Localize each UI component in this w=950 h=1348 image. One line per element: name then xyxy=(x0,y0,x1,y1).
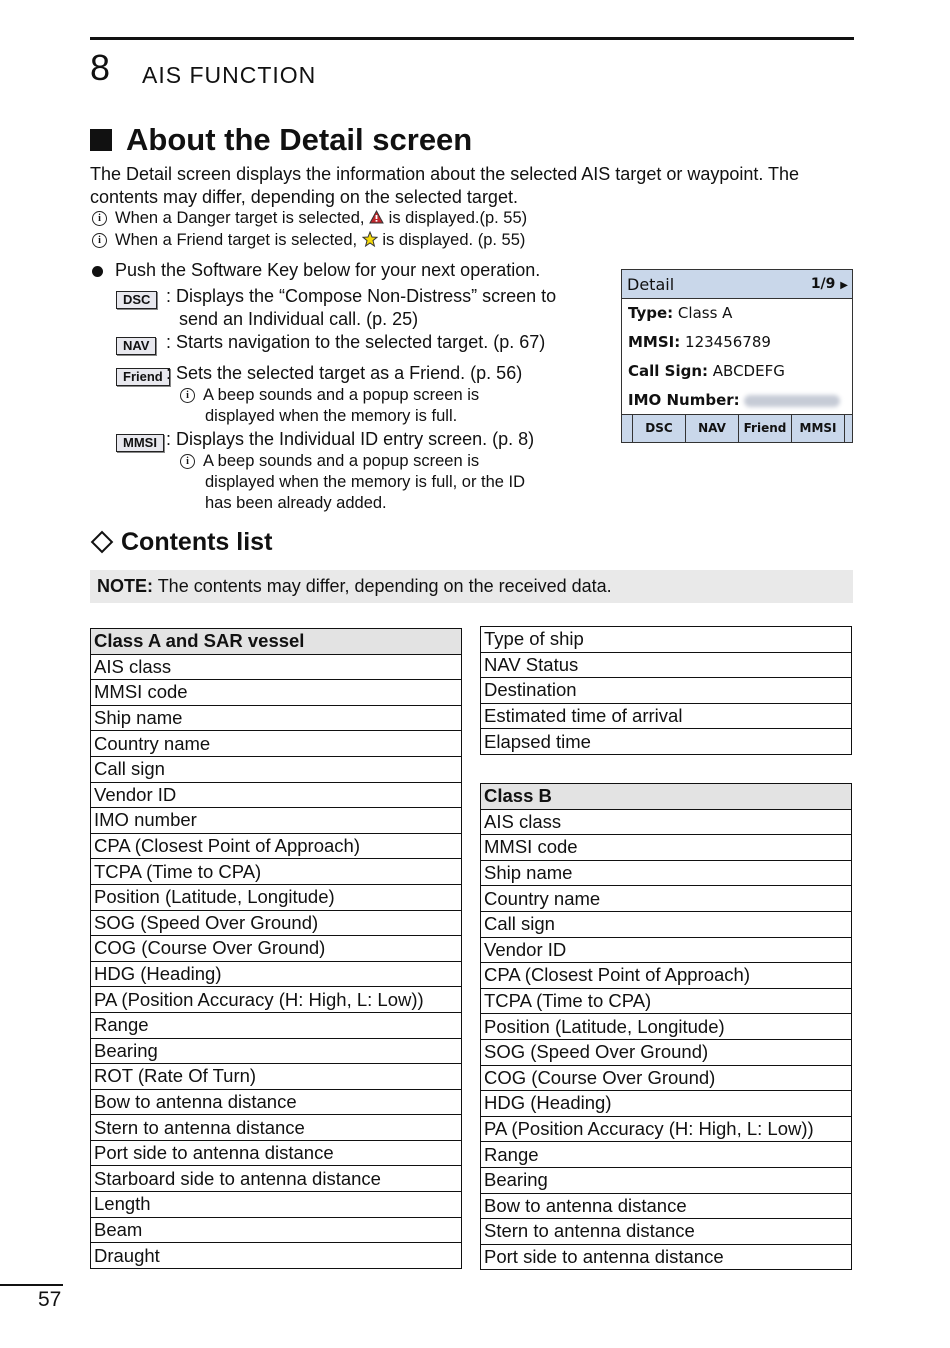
table-row xyxy=(91,1115,462,1141)
table-cell: Stern to antenna distance xyxy=(91,1115,462,1141)
table-cell: Ship name xyxy=(91,705,462,731)
table-cell: Draught xyxy=(91,1243,462,1269)
table-cell: AIS class xyxy=(91,654,462,680)
friend-note-2: displayed when the memory is full. xyxy=(205,407,458,425)
friend-star-icon xyxy=(362,231,378,247)
table-row xyxy=(481,1193,852,1219)
softkey-nav[interactable]: NAV xyxy=(685,415,738,442)
note-label: NOTE: xyxy=(97,576,153,596)
square-bullet-icon xyxy=(90,129,112,151)
dsc-key-label: DSC xyxy=(116,291,157,309)
detail-imo-label: IMO Number: xyxy=(628,391,740,409)
table-cell: COG (Course Over Ground) xyxy=(91,936,462,962)
table-cell: TCPA (Time to CPA) xyxy=(481,988,852,1014)
table-cell: Starboard side to antenna distance xyxy=(91,1166,462,1192)
table-row xyxy=(481,860,852,886)
table-row xyxy=(91,654,462,680)
detail-screen-page xyxy=(811,276,848,292)
mmsi-key-label: MMSI xyxy=(116,434,164,452)
contents-heading-text: Contents list xyxy=(121,528,273,556)
table-row xyxy=(481,1142,852,1168)
table-row xyxy=(481,1091,852,1117)
table-row xyxy=(91,961,462,987)
detail-screen-page-number: 1/9 xyxy=(810,276,836,292)
contents-heading xyxy=(90,527,272,557)
top-rule xyxy=(90,37,854,40)
table-row xyxy=(481,809,852,835)
intro-line-1: The Detail screen displays the information about the selected AIS target or waypoint. The xyxy=(90,164,800,184)
table-cell: CPA (Closest Point of Approach) xyxy=(481,963,852,989)
page-number-rule xyxy=(0,1284,63,1286)
table-cell: Stern to antenna distance xyxy=(481,1219,852,1245)
table-cell: NAV Status xyxy=(481,652,852,678)
table-row xyxy=(91,987,462,1013)
mmsi-note-1-text: A beep sounds and a popup screen is xyxy=(203,452,480,470)
friend-key-label: Friend xyxy=(116,368,170,386)
detail-mmsi-label: MMSI: xyxy=(628,333,681,351)
table-row xyxy=(481,678,852,704)
table-cell: TCPA (Time to CPA) xyxy=(91,859,462,885)
detail-softkeys xyxy=(622,414,852,442)
detail-type-row xyxy=(622,299,852,328)
software-key-instruction xyxy=(92,259,540,281)
table-header-cell: Class B xyxy=(481,784,852,810)
friend-note xyxy=(92,230,525,251)
table-cell: Country name xyxy=(481,886,852,912)
table-cell: Length xyxy=(91,1192,462,1218)
friend-desc-line-1: Sets the selected target as a Friend. (p. 56) xyxy=(176,363,523,383)
detail-screen xyxy=(621,269,853,443)
table-row xyxy=(91,782,462,808)
danger-note-text-a: When a Danger target is selected, xyxy=(115,209,365,227)
table-cell: HDG (Heading) xyxy=(91,961,462,987)
table-row xyxy=(481,911,852,937)
info-icon: i xyxy=(92,233,107,248)
table-row xyxy=(91,936,462,962)
mmsi-desc-line-1: Displays the Individual ID entry screen. (p. 8) xyxy=(176,429,535,449)
detail-mmsi-row xyxy=(622,328,852,357)
table-row xyxy=(91,910,462,936)
page-number: 57 xyxy=(38,1288,62,1311)
detail-type-value: Class A xyxy=(677,304,733,322)
table-cell: Destination xyxy=(481,678,852,704)
dsc-desc-line-1: Displays the “Compose Non-Distress” screen to xyxy=(176,286,557,306)
table-cell: COG (Course Over Ground) xyxy=(481,1065,852,1091)
diamond-icon xyxy=(91,531,114,554)
table-cell: Port side to antenna distance xyxy=(91,1140,462,1166)
table-row xyxy=(481,1039,852,1065)
table-row xyxy=(481,1014,852,1040)
detail-callsign-label: Call Sign: xyxy=(628,362,708,380)
table-header-row xyxy=(91,629,462,655)
table-cell: Call sign xyxy=(91,756,462,782)
chapter-title: AIS FUNCTION xyxy=(142,62,317,88)
mmsi-note-1 xyxy=(180,451,479,472)
table-header-cell: Class A and SAR vessel xyxy=(91,629,462,655)
table-row xyxy=(91,1192,462,1218)
table-row xyxy=(91,705,462,731)
detail-callsign-value: ABCDEFG xyxy=(712,362,785,380)
friend-note-1 xyxy=(180,385,479,406)
table-cell: Ship name xyxy=(481,860,852,886)
table-cell: Country name xyxy=(91,731,462,757)
danger-note xyxy=(92,208,527,229)
table-row xyxy=(91,1166,462,1192)
friend-note-text-b: is displayed. (p. 55) xyxy=(382,231,526,249)
note-box xyxy=(90,570,853,603)
info-icon: i xyxy=(180,388,195,403)
table-cell: ROT (Rate Of Turn) xyxy=(91,1064,462,1090)
table-cell: Bearing xyxy=(91,1038,462,1064)
class-a-continued-table xyxy=(480,626,852,755)
bullet-icon xyxy=(92,266,103,277)
table-cell: PA (Position Accuracy (H: High, L: Low)) xyxy=(91,987,462,1013)
table-cell: Bearing xyxy=(481,1167,852,1193)
friend-desc: : Sets the selected target as a Friend. (p. 56) xyxy=(166,363,523,383)
table-cell: Range xyxy=(91,1012,462,1038)
softkey-friend[interactable]: Friend xyxy=(738,415,791,442)
table-row xyxy=(91,731,462,757)
blurred-imo-value xyxy=(744,395,840,407)
softkey-mmsi[interactable]: MMSI xyxy=(791,415,845,442)
note-text: The contents may differ, depending on the received data. xyxy=(157,576,612,596)
table-row xyxy=(481,835,852,861)
table-row xyxy=(481,729,852,755)
table-row xyxy=(91,1217,462,1243)
detail-type-label: Type: xyxy=(628,304,674,322)
table-row xyxy=(481,703,852,729)
table-cell: Port side to antenna distance xyxy=(481,1244,852,1270)
table-cell: MMSI code xyxy=(481,835,852,861)
table-cell: CPA (Closest Point of Approach) xyxy=(91,833,462,859)
table-row xyxy=(481,963,852,989)
intro-line-2: contents may differ, depending on the selected target. xyxy=(90,187,518,207)
detail-screen-header xyxy=(622,270,852,299)
nav-key-label: NAV xyxy=(116,337,156,355)
nav-desc: : Starts navigation to the selected target. (p. 67) xyxy=(166,332,546,352)
dsc-desc: : Displays the “Compose Non-Distress” screen to xyxy=(166,286,557,306)
table-row xyxy=(481,1065,852,1091)
table-row xyxy=(91,808,462,834)
nav-desc-line-1: Starts navigation to the selected target. (p. 67) xyxy=(176,332,546,352)
class-b-table xyxy=(480,783,852,1270)
table-cell: Position (Latitude, Longitude) xyxy=(91,884,462,910)
detail-screen-title: Detail xyxy=(627,274,675,294)
table-cell: Range xyxy=(481,1142,852,1168)
mmsi-note-3: has been already added. xyxy=(205,494,387,512)
table-row xyxy=(481,886,852,912)
dsc-key-icon xyxy=(116,291,157,309)
nav-key-icon xyxy=(116,337,156,355)
table-row xyxy=(481,1244,852,1270)
section-heading xyxy=(90,122,472,158)
section-title: About the Detail screen xyxy=(126,122,473,157)
table-row xyxy=(481,627,852,653)
mmsi-note-2: displayed when the memory is full, or the ID xyxy=(205,473,526,491)
table-row xyxy=(91,833,462,859)
software-key-instruction-text: Push the Software Key below for your next operation. xyxy=(115,260,541,280)
mmsi-desc: : Displays the Individual ID entry screen. (p. 8) xyxy=(166,429,535,449)
table-row xyxy=(91,1089,462,1115)
table-cell: Estimated time of arrival xyxy=(481,703,852,729)
friend-note-1-text: A beep sounds and a popup screen is xyxy=(203,386,480,404)
table-cell: HDG (Heading) xyxy=(481,1091,852,1117)
table-cell: IMO number xyxy=(91,808,462,834)
table-row xyxy=(481,988,852,1014)
table-cell: Beam xyxy=(91,1217,462,1243)
table-row xyxy=(481,1167,852,1193)
info-icon: i xyxy=(92,211,107,226)
table-row xyxy=(481,652,852,678)
detail-mmsi-value: 123456789 xyxy=(685,333,771,351)
table-row xyxy=(91,1012,462,1038)
table-row xyxy=(481,937,852,963)
table-row xyxy=(91,1038,462,1064)
table-row xyxy=(91,756,462,782)
friend-note-text-a: When a Friend target is selected, xyxy=(115,231,358,249)
table-cell: SOG (Speed Over Ground) xyxy=(91,910,462,936)
table-cell: Bow to antenna distance xyxy=(91,1089,462,1115)
table-row xyxy=(91,1140,462,1166)
dsc-desc-line-2: send an Individual call. (p. 25) xyxy=(179,309,419,329)
table-row xyxy=(481,1219,852,1245)
table-cell: Call sign xyxy=(481,911,852,937)
table-cell: AIS class xyxy=(481,809,852,835)
table-row xyxy=(91,1243,462,1269)
detail-callsign-row xyxy=(622,357,852,386)
softkey-dsc[interactable]: DSC xyxy=(632,415,685,442)
table-row xyxy=(91,680,462,706)
table-cell: Bow to antenna distance xyxy=(481,1193,852,1219)
page-arrow-icon: ▶ xyxy=(840,280,848,291)
table-row xyxy=(91,859,462,885)
chapter-number: 8 xyxy=(90,47,111,88)
table-row xyxy=(91,1064,462,1090)
table-cell: Vendor ID xyxy=(91,782,462,808)
table-cell: Elapsed time xyxy=(481,729,852,755)
table-cell: Type of ship xyxy=(481,627,852,653)
table-cell: MMSI code xyxy=(91,680,462,706)
table-row xyxy=(481,1116,852,1142)
table-cell: SOG (Speed Over Ground) xyxy=(481,1039,852,1065)
danger-triangle-icon xyxy=(369,210,384,224)
mmsi-key-icon xyxy=(116,434,164,452)
table-cell: Vendor ID xyxy=(481,937,852,963)
table-cell: Position (Latitude, Longitude) xyxy=(481,1014,852,1040)
danger-note-text-b: is displayed.(p. 55) xyxy=(388,209,528,227)
table-cell: PA (Position Accuracy (H: High, L: Low)) xyxy=(481,1116,852,1142)
friend-key-icon xyxy=(116,368,170,386)
class-a-table xyxy=(90,628,462,1269)
table-header-row xyxy=(481,784,852,810)
info-icon: i xyxy=(180,454,195,469)
detail-imo-row xyxy=(622,386,852,415)
table-row xyxy=(91,884,462,910)
